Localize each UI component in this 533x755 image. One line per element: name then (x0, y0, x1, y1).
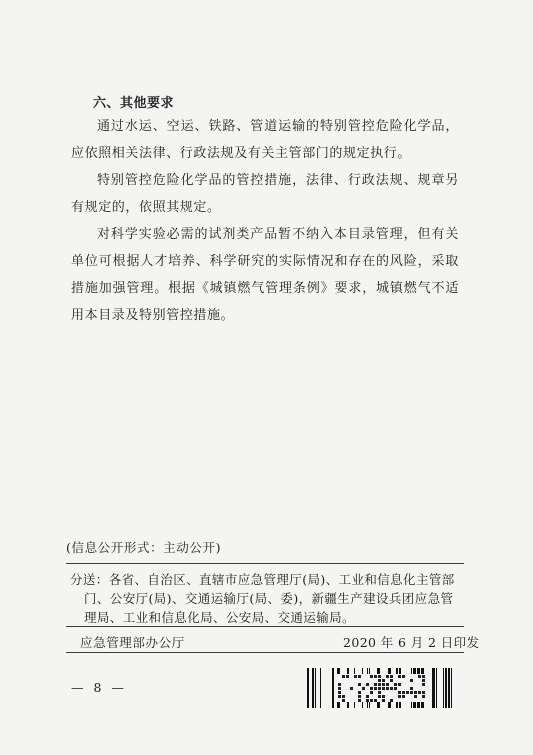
paragraph-control-measures: 特别管控危险化学品的管控措施，法律、行政法规、规章另有规定的，依照其规定。 (71, 173, 459, 215)
barcode-image (307, 668, 455, 708)
distribution-text: 各省、自治区、直辖市应急管理厅(局)、工业和信息化主管部门、公安厅(局)、交通运输厅(局、委)，新疆生产建设兵团应急管理局、工业和信息化局、公安局、交通运输局。 (84, 572, 455, 625)
distribution-label: 分送： (70, 572, 109, 587)
paragraph-transport: 通过水运、空运、铁路、管道运输的特别管控危险化学品，应依照相关法律、行政法规及有关主管部门的规定执行。 (71, 119, 459, 161)
issuer: 应急管理部办公厅 (80, 635, 185, 650)
paragraph-scientific-reagents: 对科学实验必需的试剂类产品暂不纳入本目录管理，但有关单位可根据人才培养、科学研究的实际情况和存在的风险，采取措施加强管理。根据《城镇燃气管理条例》要求，城镇燃气不适用本目录及特别管控措施。 (71, 227, 459, 323)
page-number: — 8 — (71, 680, 127, 695)
disclosure-form: (信息公开形式：主动公开) (66, 540, 222, 555)
print-date: 2020 年 6 月 2 日印发 (343, 635, 480, 650)
footer-divider-middle (66, 626, 464, 627)
footer-divider-top (66, 563, 464, 564)
section-heading: 六、其他要求 (93, 96, 175, 111)
distribution-list (70, 570, 462, 627)
footer-divider-bottom (66, 652, 464, 653)
